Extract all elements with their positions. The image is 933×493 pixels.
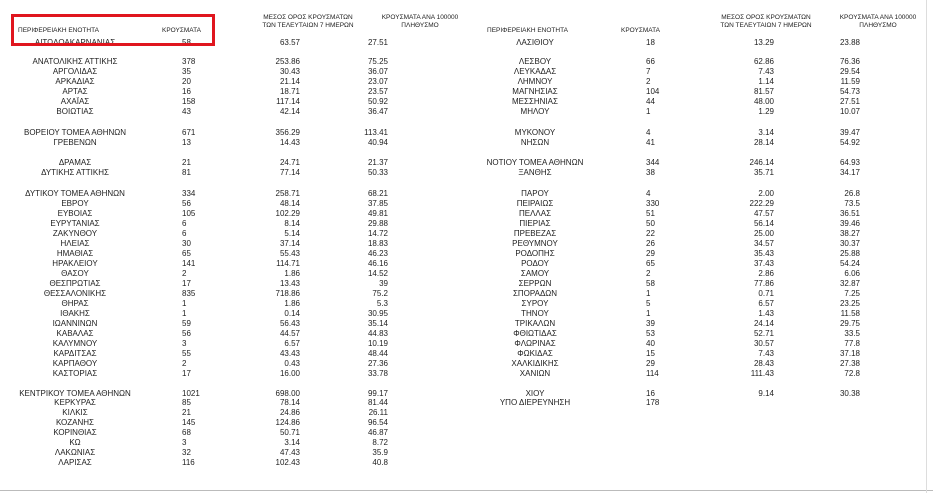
avg7-value: 1.43 [758,309,774,318]
cases-value: 141 [182,259,196,268]
cases-value: 66 [646,57,655,66]
avg7-value: 35.71 [753,168,774,177]
region-name: ΕΥΒΟΙΑΣ [57,209,93,218]
avg7-value: 13.29 [753,38,774,47]
region-name: ΡΟΔΟΠΗΣ [515,249,555,258]
avg7-value: 35.43 [753,249,774,258]
cases-value: 378 [182,57,196,66]
per100k-value: 34.17 [839,168,860,177]
region-name: ΚΟΡΙΝΘΙΑΣ [53,428,97,437]
avg7-value: 47.43 [279,448,300,457]
cases-value: 158 [182,97,196,106]
cases-value: 3 [182,339,187,348]
left-header-avg-line2: ΤΩΝ ΤΕΛΕΥΤΑΙΩΝ 7 ΗΜΕΡΩΝ [262,22,354,29]
region-name: ΗΜΑΘΙΑΣ [56,249,94,258]
per100k-value: 99.17 [367,389,388,398]
per100k-value: 18.83 [367,239,388,248]
per100k-value: 77.8 [844,339,860,348]
avg7-value: 6.57 [284,339,300,348]
region-name: ΠΕΛΛΑΣ [518,209,552,218]
cases-value: 15 [646,349,655,358]
per100k-value: 40.8 [372,458,388,467]
avg7-value: 117.14 [276,97,300,106]
cases-value: 6 [182,219,187,228]
region-name: ΣΠΟΡΑΔΩΝ [512,289,558,298]
per100k-value: 38.27 [839,229,860,238]
per100k-value: 29.88 [367,219,388,228]
per100k-value: 76.36 [839,57,860,66]
region-name: ΚΕΝΤΡΙΚΟΥ ΤΟΜΕΑ ΑΘΗΝΩΝ [19,389,131,398]
region-name: ΠΡΕΒΕΖΑΣ [513,229,557,238]
region-name: ΒΟΡΕΙΟΥ ΤΟΜΕΑ ΑΘΗΝΩΝ [23,128,127,137]
region-name: ΛΗΜΝΟΥ [517,77,553,86]
cases-value: 114 [646,369,659,378]
per100k-value: 40.94 [367,138,388,147]
region-name: ΙΩΑΝΝΙΝΩΝ [52,319,98,328]
cases-value: 2 [646,269,651,278]
region-name: ΣΑΜΟΥ [520,269,550,278]
cases-value: 105 [182,209,196,218]
region-name: ΙΘΑΚΗΣ [60,309,90,318]
per100k-value: 27.51 [367,38,388,47]
per100k-value: 27.38 [839,359,860,368]
region-name: ΚΙΛΚΙΣ [62,408,88,417]
region-name: ΚΑΡΠΑΘΟΥ [52,359,98,368]
region-name: ΖΑΚΥΝΘΟΥ [52,229,98,238]
right-header-per100k-line2: ΠΛΗΘΥΣΜΟ [859,22,897,29]
avg7-value: 9.14 [758,389,774,398]
avg7-value: 8.14 [284,219,300,228]
cases-value: 334 [182,189,196,198]
cases-value: 58 [182,38,191,47]
avg7-value: 55.43 [279,249,300,258]
avg7-value: 111.43 [750,369,774,378]
per100k-value: 30.38 [839,389,860,398]
per100k-value: 54.24 [839,259,860,268]
per100k-value: 35.14 [367,319,388,328]
per100k-value: 27.36 [367,359,388,368]
avg7-value: 78.14 [279,398,300,407]
region-name: ΠΕΙΡΑΙΩΣ [516,199,554,208]
cases-value: 1 [182,309,187,318]
region-name: ΔΡΑΜΑΣ [58,158,92,167]
per100k-value: 5.3 [376,299,388,308]
avg7-value: 24.14 [753,319,774,328]
per100k-value: 39 [379,279,388,288]
avg7-value: 13.43 [279,279,300,288]
per100k-value: 46.87 [367,428,388,437]
region-name: ΡΟΔΟΥ [521,259,549,268]
per100k-value: 14.72 [367,229,388,238]
per100k-value: 32.87 [839,279,860,288]
avg7-value: 102.29 [275,209,300,218]
avg7-value: 246.14 [749,158,774,167]
right-header-avg-line2: ΤΩΝ ΤΕΛΕΥΤΑΙΩΝ 7 ΗΜΕΡΩΝ [720,22,812,29]
avg7-value: 1.14 [758,77,774,86]
cases-value: 2 [182,359,187,368]
avg7-value: 28.14 [753,138,774,147]
region-name: ΗΡΑΚΛΕΙΟΥ [52,259,98,268]
region-name: ΚΟΖΑΝΗΣ [55,418,95,427]
avg7-value: 28.43 [753,359,774,368]
avg7-value: 21.14 [279,77,300,86]
avg7-value: 222.29 [749,199,774,208]
per100k-value: 54.92 [839,138,860,147]
cases-value: 1021 [182,389,200,398]
avg7-value: 698.00 [275,389,300,398]
cases-value: 51 [646,209,655,218]
avg7-value: 1.86 [284,299,300,308]
per100k-value: 96.54 [367,418,388,427]
avg7-value: 718.86 [275,289,300,298]
avg7-value: 56.43 [279,319,300,328]
per100k-value: 10.19 [367,339,388,348]
per100k-value: 33.5 [844,329,860,338]
cases-value: 41 [646,138,655,147]
avg7-value: 47.57 [753,209,774,218]
cases-value: 65 [646,259,655,268]
avg7-value: 253.86 [275,57,300,66]
cases-value: 835 [182,289,196,298]
region-name: ΧΑΛΚΙΔΙΚΗΣ [511,359,559,368]
per100k-value: 37.18 [839,349,860,358]
cases-value: 58 [646,279,655,288]
per100k-value: 6.06 [844,269,860,278]
avg7-value: 24.86 [279,408,300,417]
region-name: ΦΘΙΩΤΙΔΑΣ [513,329,557,338]
cases-value: 21 [182,158,191,167]
region-name: ΡΕΘΥΜΝΟΥ [512,239,558,248]
cases-value: 3 [182,438,187,447]
cases-value: 32 [182,448,191,457]
avg7-value: 258.71 [275,189,300,198]
avg7-value: 50.71 [279,428,300,437]
region-name: ΚΑΡΔΙΤΣΑΣ [53,349,97,358]
per100k-value: 33.78 [367,369,388,378]
region-name: ΧΑΝΙΩΝ [519,369,551,378]
region-name: ΠΑΡΟΥ [521,189,549,198]
per100k-value: 36.51 [839,209,860,218]
per100k-value: 36.07 [367,67,388,76]
left-header-avg-line1: ΜΕΣΟΣ ΟΡΟΣ ΚΡΟΥΣΜΑΤΩΝ [263,14,353,21]
region-name: ΚΑΛΥΜΝΟΥ [52,339,98,348]
avg7-value: 42.14 [279,107,300,116]
per100k-value: 68.21 [367,189,388,198]
region-name: ΛΑΣΙΘΙΟΥ [516,38,554,47]
region-name: ΚΑΣΤΟΡΙΑΣ [52,369,98,378]
per100k-value: 75.25 [367,57,388,66]
cases-value: 5 [646,299,651,308]
cases-value: 40 [646,339,655,348]
region-name: ΧΙΟΥ [525,389,545,398]
right-header-cases: ΚΡΟΥΣΜΑΤΑ [621,27,660,34]
avg7-value: 2.86 [758,269,774,278]
avg7-value: 14.43 [279,138,300,147]
cases-value: 29 [646,249,655,258]
cases-value: 4 [646,128,651,137]
cases-value: 56 [182,329,191,338]
region-name: ΘΗΡΑΣ [61,299,89,308]
avg7-value: 77.86 [753,279,774,288]
cases-value: 26 [646,239,655,248]
cases-value: 16 [646,389,655,398]
region-name: ΑΝΑΤΟΛΙΚΗΣ ΑΤΤΙΚΗΣ [32,57,118,66]
per100k-value: 44.83 [367,329,388,338]
cases-value: 38 [646,168,655,177]
region-name: ΔΥΤΙΚΟΥ ΤΟΜΕΑ ΑΘΗΝΩΝ [25,189,125,198]
avg7-value: 0.43 [284,359,300,368]
per100k-value: 29.54 [839,67,860,76]
cases-value: 6 [182,229,187,238]
per100k-value: 50.92 [367,97,388,106]
per100k-value: 26.8 [844,189,860,198]
per100k-value: 64.93 [839,158,860,167]
region-name: ΜΕΣΣΗΝΙΑΣ [512,97,558,106]
per100k-value: 8.72 [372,438,388,447]
region-name: ΑΡΚΑΔΙΑΣ [55,77,95,86]
cases-value: 330 [646,199,660,208]
region-name: ΛΑΡΙΣΑΣ [58,458,92,467]
cases-value: 104 [646,87,660,96]
left-header-region: ΠΕΡΙΦΕΡΕΙΑΚΗ ΕΝΟΤΗΤΑ [18,27,99,34]
region-name: ΕΒΡΟΥ [61,199,89,208]
avg7-value: 102.43 [275,458,300,467]
cases-value: 53 [646,329,655,338]
cases-value: 1 [646,107,651,116]
per100k-value: 23.07 [367,77,388,86]
per100k-value: 35.9 [372,448,388,457]
region-name: ΑΧΑΪΑΣ [60,97,90,106]
per100k-value: 39.46 [839,219,860,228]
cases-value: 116 [182,458,195,467]
per100k-value: 48.44 [367,349,388,358]
cases-value: 4 [646,189,651,198]
per100k-value: 27.51 [839,97,860,106]
cases-value: 44 [646,97,655,106]
cases-value: 178 [646,398,660,407]
per100k-value: 46.16 [367,259,388,268]
per100k-value: 11.59 [840,77,860,86]
region-name: ΛΑΚΩΝΙΑΣ [54,448,96,457]
avg7-value: 63.57 [279,38,300,47]
region-name: ΦΛΩΡΙΝΑΣ [514,339,556,348]
avg7-value: 356.29 [275,128,300,137]
cases-value: 2 [182,269,187,278]
cases-value: 1 [646,289,651,298]
avg7-value: 52.71 [753,329,774,338]
cases-value: 68 [182,428,191,437]
bottom-divider [0,490,933,491]
right-edge-divider [926,0,927,493]
avg7-value: 114.71 [276,259,300,268]
per100k-value: 37.85 [367,199,388,208]
region-name: ΝΟΤΙΟΥ ΤΟΜΕΑ ΑΘΗΝΩΝ [486,158,584,167]
region-name: ΚΑΒΑΛΑΣ [56,329,94,338]
per100k-value: 25.88 [839,249,860,258]
avg7-value: 37.14 [279,239,300,248]
region-name: ΣΥΡΟΥ [521,299,549,308]
per100k-value: 46.23 [367,249,388,258]
cases-value: 43 [182,107,191,116]
cases-value: 39 [646,319,655,328]
region-name: ΛΕΣΒΟΥ [518,57,552,66]
region-name: ΤΗΝΟΥ [521,309,549,318]
cases-value: 22 [646,229,655,238]
region-name: ΘΕΣΠΡΩΤΙΑΣ [49,279,101,288]
avg7-value: 18.71 [279,87,300,96]
cases-value: 17 [182,369,191,378]
cases-value: 85 [182,398,191,407]
cases-value: 56 [182,199,191,208]
cases-value: 18 [646,38,655,47]
per100k-value: 10.07 [839,107,860,116]
region-name: ΝΗΣΩΝ [520,138,550,147]
per100k-value: 36.47 [367,107,388,116]
avg7-value: 16.00 [279,369,300,378]
cases-value: 7 [646,67,651,76]
avg7-value: 0.71 [758,289,774,298]
cases-value: 55 [182,349,191,358]
per100k-value: 72.8 [844,369,860,378]
avg7-value: 7.43 [758,67,774,76]
per100k-value: 54.73 [839,87,860,96]
right-header-per100k-line1: ΚΡΟΥΣΜΑΤΑ ΑΝΑ 100000 [839,14,917,21]
region-name: ΚΕΡΚΥΡΑΣ [54,398,96,407]
avg7-value: 2.00 [758,189,774,198]
avg7-value: 30.43 [279,67,300,76]
avg7-value: 3.14 [758,128,774,137]
cases-value: 17 [182,279,191,288]
avg7-value: 48.14 [279,199,300,208]
left-header-per100k-line2: ΠΛΗΘΥΣΜΟ [401,22,439,29]
region-name: ΤΡΙΚΑΛΩΝ [514,319,556,328]
region-name: ΘΑΣΟΥ [61,269,89,278]
avg7-value: 34.57 [753,239,774,248]
per100k-value: 30.37 [839,239,860,248]
per100k-value: 14.52 [367,269,388,278]
avg7-value: 43.43 [279,349,300,358]
right-header-avg-line1: ΜΕΣΟΣ ΟΡΟΣ ΚΡΟΥΣΜΑΤΩΝ [721,14,811,21]
right-header-region: ΠΕΡΙΦΕΡΕΙΑΚΗ ΕΝΟΤΗΤΑ [487,27,568,34]
per100k-value: 75.2 [372,289,388,298]
region-name: ΛΕΥΚΑΔΑΣ [513,67,557,76]
cases-value: 16 [182,87,191,96]
region-name: ΕΥΡΥΤΑΝΙΑΣ [50,219,100,228]
avg7-value: 124.86 [275,418,300,427]
region-name: ΠΙΕΡΙΑΣ [519,219,551,228]
cases-value: 21 [182,408,191,417]
avg7-value: 0.14 [284,309,300,318]
region-name: ΥΠΟ ΔΙΕΡΕΥΝΗΣΗ [499,398,571,407]
per100k-value: 29.75 [839,319,860,328]
per100k-value: 21.37 [367,158,388,167]
per100k-value: 113.41 [364,128,388,137]
avg7-value: 37.43 [753,259,774,268]
avg7-value: 25.00 [753,229,774,238]
avg7-value: 1.29 [758,107,774,116]
region-name: ΑΡΓΟΛΙΔΑΣ [52,67,98,76]
cases-value: 81 [182,168,191,177]
region-name: ΚΩ [69,438,81,447]
per100k-value: 50.33 [367,168,388,177]
avg7-value: 5.14 [284,229,300,238]
region-name: ΜΑΓΝΗΣΙΑΣ [512,87,558,96]
cases-value: 35 [182,67,191,76]
cases-value: 29 [646,359,655,368]
region-name: ΒΟΙΩΤΙΑΣ [56,107,94,116]
region-name: ΔΥΤΙΚΗΣ ΑΤΤΙΚΗΣ [41,168,109,177]
avg7-value: 44.57 [279,329,300,338]
cases-value: 145 [182,418,196,427]
region-name: ΓΡΕΒΕΝΩΝ [53,138,97,147]
cases-value: 30 [182,239,191,248]
per100k-value: 11.58 [840,309,860,318]
cases-value: 1 [182,299,187,308]
avg7-value: 48.00 [753,97,774,106]
avg7-value: 1.86 [284,269,300,278]
cases-value: 59 [182,319,191,328]
cases-value: 344 [646,158,660,167]
cases-value: 671 [182,128,196,137]
avg7-value: 7.43 [758,349,774,358]
region-name: ΑΡΤΑΣ [62,87,88,96]
avg7-value: 81.57 [753,87,774,96]
avg7-value: 3.14 [284,438,300,447]
highlight-box [11,14,215,46]
region-name: ΜΥΚΟΝΟΥ [514,128,556,137]
per100k-value: 26.11 [368,408,388,417]
left-header-cases: ΚΡΟΥΣΜΑΤΑ [162,27,201,34]
cases-value: 65 [182,249,191,258]
avg7-value: 77.14 [279,168,300,177]
per100k-value: 7.25 [844,289,860,298]
per100k-value: 73.5 [844,199,860,208]
per100k-value: 81.44 [367,398,388,407]
left-header-per100k-line1: ΚΡΟΥΣΜΑΤΑ ΑΝΑ 100000 [381,14,459,21]
cases-value: 20 [182,77,191,86]
per100k-value: 39.47 [839,128,860,137]
per100k-value: 23.88 [839,38,860,47]
avg7-value: 6.57 [758,299,774,308]
per100k-value: 23.25 [839,299,860,308]
region-name: ΘΕΣΣΑΛΟΝΙΚΗΣ [43,289,107,298]
per100k-value: 49.81 [367,209,388,218]
avg7-value: 62.86 [753,57,774,66]
cases-value: 13 [182,138,191,147]
avg7-value: 56.14 [753,219,774,228]
region-name: ΑΙΤΩΛΟΑΚΑΡΝΑΝΙΑΣ [34,38,116,47]
per100k-value: 23.57 [367,87,388,96]
region-name: ΜΗΛΟΥ [520,107,550,116]
cases-value: 2 [646,77,651,86]
cases-value: 50 [646,219,655,228]
avg7-value: 24.71 [279,158,300,167]
avg7-value: 30.57 [753,339,774,348]
region-name: ΦΩΚΙΔΑΣ [517,349,553,358]
region-name: ΣΕΡΡΩΝ [518,279,552,288]
per100k-value: 30.95 [367,309,388,318]
cases-value: 1 [646,309,651,318]
region-name: ΗΛΕΙΑΣ [60,239,90,248]
region-name: ΞΑΝΘΗΣ [518,168,552,177]
